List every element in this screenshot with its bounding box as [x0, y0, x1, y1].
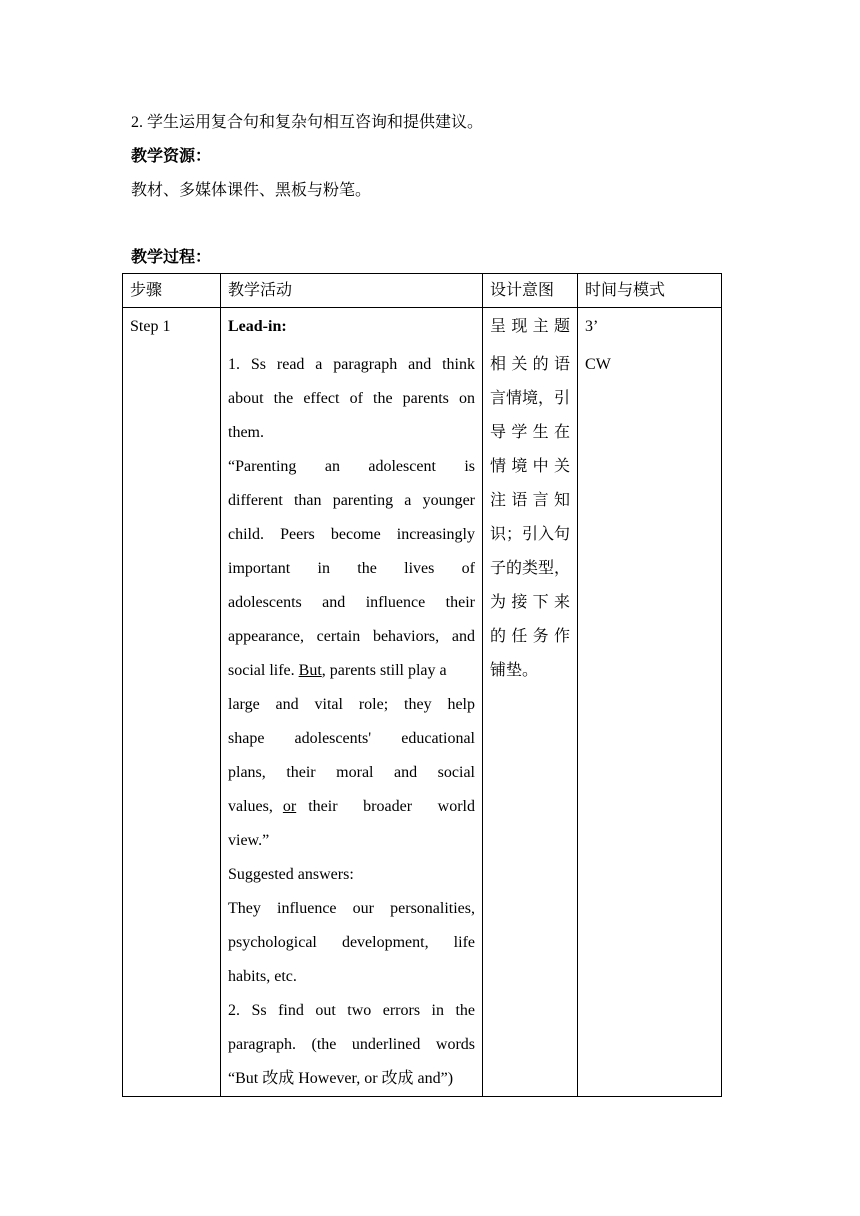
- activity-line: important in the lives of: [228, 560, 475, 577]
- intent-line: 言情境，引: [490, 390, 571, 407]
- activity-text: , parents still play a: [321, 662, 447, 679]
- intent-line: 相关的语: [490, 356, 571, 373]
- activity-line: appearance, certain behaviors, and: [228, 628, 475, 645]
- teaching-process-table: [122, 273, 722, 1097]
- suggested-answers-label: Suggested answers:: [228, 866, 354, 883]
- mode-value: CW: [585, 356, 611, 373]
- objective-item-2: 2. 学生运用复合句和复杂句相互咨询和提供建议。: [131, 114, 484, 131]
- intent-line: 为接下来: [490, 594, 571, 611]
- step-label: Step 1: [130, 318, 171, 335]
- activity-line: psychological development, life: [228, 934, 475, 951]
- header-step: 步骤: [123, 274, 221, 308]
- intent-line: 情境中关: [490, 458, 571, 475]
- resources-text: 教材、多媒体课件、黑板与粉笔。: [131, 182, 372, 199]
- time-value: 3’: [585, 318, 599, 335]
- intent-line: 铺垫。: [490, 662, 539, 679]
- activity-text: social life.: [228, 662, 299, 679]
- intent-line: 呈现主题: [490, 318, 571, 335]
- underlined-error-word: or: [282, 798, 297, 815]
- activity-line: “Parenting an adolescent is: [228, 458, 475, 475]
- intent-line: 导学生在: [490, 424, 571, 441]
- activity-text: their broader world: [308, 798, 475, 815]
- activity-line: large and vital role; they help: [228, 696, 475, 713]
- activity-line: about the effect of the parents on: [228, 390, 475, 407]
- intent-cell: [483, 308, 578, 1097]
- step-cell: [123, 308, 221, 1097]
- activity-cell: [221, 308, 483, 1097]
- table-header-row: [123, 274, 722, 308]
- activity-line: They influence our personalities,: [228, 900, 475, 917]
- intent-line: 的任务作: [490, 628, 571, 645]
- activity-text: values,: [228, 798, 277, 815]
- activity-line: different than parenting a younger: [228, 492, 475, 509]
- activity-line: 2. Ss find out two errors in the: [228, 1002, 475, 1019]
- activity-line: plans, their moral and social: [228, 764, 475, 781]
- activity-line-underline-or: [228, 790, 475, 824]
- time-mode-cell: [578, 308, 722, 1097]
- header-time-mode: 时间与模式: [578, 274, 722, 308]
- underlined-error-word: But: [298, 662, 322, 679]
- header-activity: 教学活动: [221, 274, 483, 308]
- activity-line: them.: [228, 424, 264, 441]
- table-row: [123, 308, 722, 1097]
- intent-line: 识；引入句: [490, 526, 571, 543]
- activity-line: child. Peers become increasingly: [228, 526, 475, 543]
- process-heading: 教学过程：: [131, 249, 212, 266]
- intent-line: 注语言知: [490, 492, 571, 509]
- activity-line: “But 改成 However, or 改成 and”): [228, 1070, 454, 1087]
- activity-line: adolescents and influence their: [228, 594, 475, 611]
- activity-line: view.”: [228, 832, 270, 849]
- activity-line: shape adolescents' educational: [228, 730, 475, 747]
- activity-line: paragraph. (the underlined words: [228, 1036, 475, 1053]
- header-intent: 设计意图: [483, 274, 578, 308]
- activity-line-underline-but: [228, 654, 475, 688]
- activity-line: habits, etc.: [228, 968, 297, 985]
- intent-line: 子的类型，: [490, 560, 571, 577]
- activity-heading: Lead-in:: [228, 318, 287, 335]
- resources-heading: 教学资源：: [131, 148, 212, 165]
- activity-line: 1. Ss read a paragraph and think: [228, 356, 475, 373]
